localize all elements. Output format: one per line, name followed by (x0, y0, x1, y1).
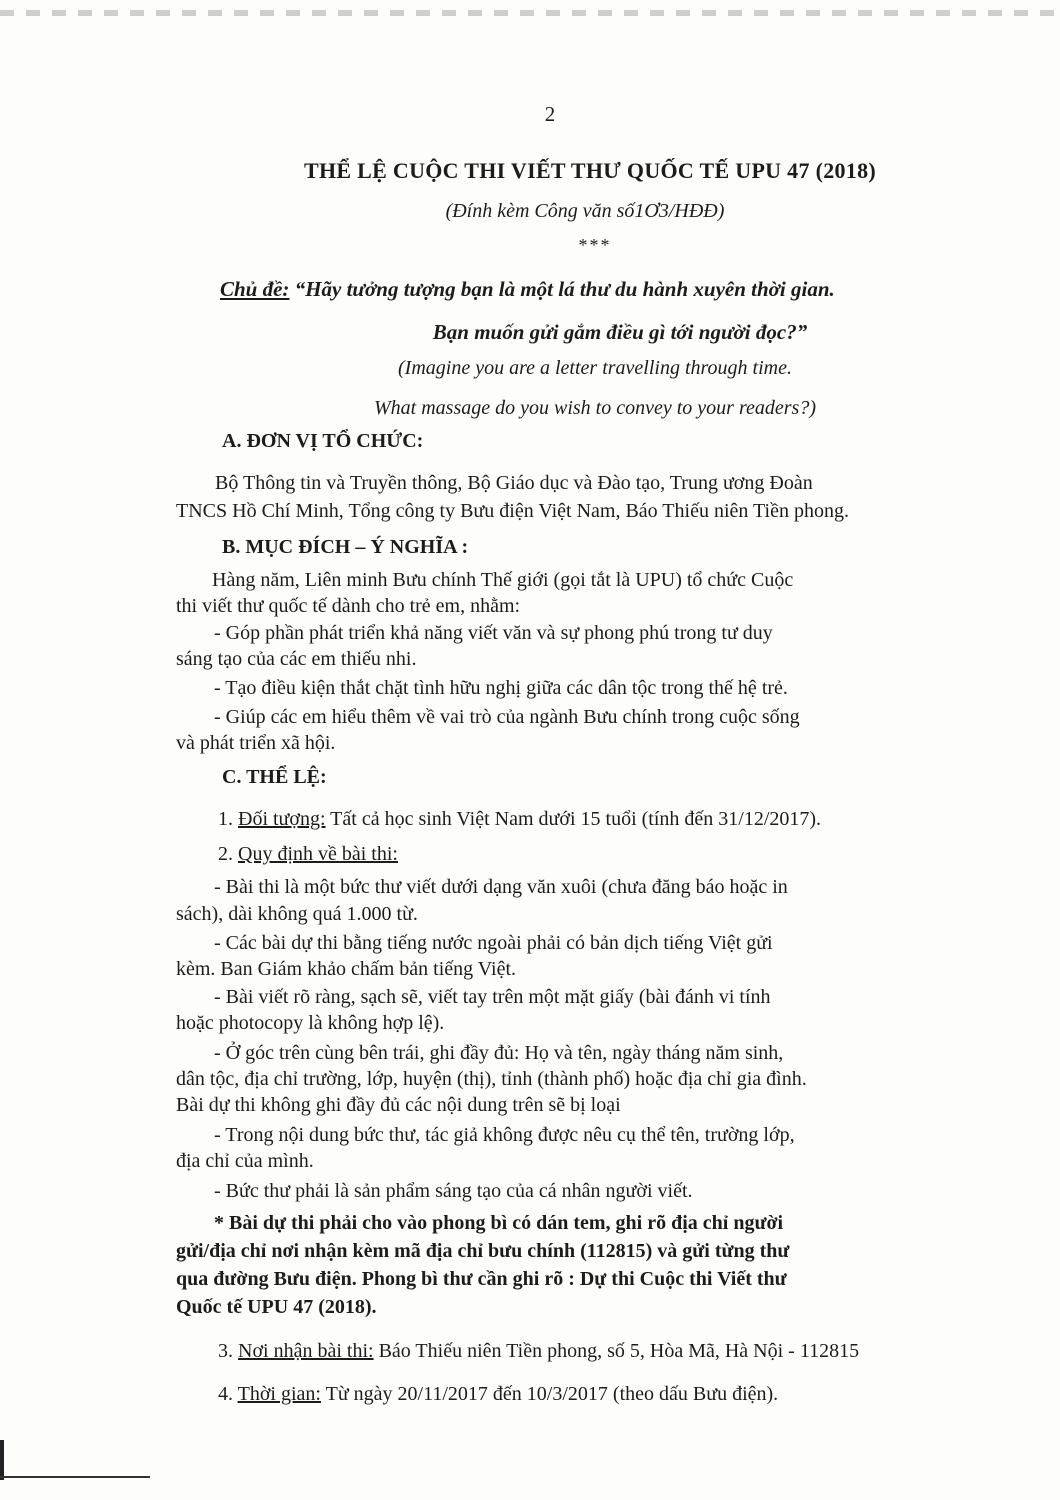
scan-edge-left (0, 1440, 4, 1480)
section-b-intro-2: thi viết thư quốc tế dành cho trẻ em, nhằm: (176, 595, 521, 617)
section-c-heading: C. THỂ LỆ: (222, 766, 327, 788)
theme-english-2: What massage do you wish to convey to your readers?) (374, 397, 816, 419)
item-3-label: Nơi nhận bài thi: (238, 1340, 374, 1362)
rule-3b: hoặc photocopy là không hợp lệ). (176, 1012, 445, 1034)
section-a-heading: A. ĐƠN VỊ TỔ CHỨC: (222, 430, 424, 452)
theme-line-2: Bạn muốn gửi gắm điều gì tới người đọc?” (432, 320, 808, 344)
rule-2b: kèm. Ban Giám khảo chấm bản tiếng Việt. (176, 958, 517, 980)
scan-edge-bottom (0, 1476, 150, 1478)
scan-edge-top (0, 10, 1060, 16)
rule-4b: dân tộc, địa chỉ trường, lớp, huyện (thị), tỉnh (thành phố) hoặc địa chỉ gia đình. (176, 1068, 807, 1090)
section-a-line-1: Bộ Thông tin và Truyền thông, Bộ Giáo dục và Đào tạo, Trung ương Đoàn (215, 472, 813, 494)
rule-5b: địa chỉ của mình. (176, 1150, 314, 1172)
item-3-text: Báo Thiếu niên Tiền phong, số 5, Hòa Mã, Hà Nội - 112815 (373, 1340, 860, 1362)
item-1-number: 1. (218, 808, 238, 830)
rule-1b: sách), dài không quá 1.000 từ. (176, 903, 418, 925)
item-3-number: 3. (218, 1340, 238, 1362)
separator: *** (578, 235, 612, 255)
item-1 (218, 808, 821, 831)
note-line-3: qua đường Bưu điện. Phong bì thư cần ghi rõ : Dự thi Cuộc thi Viết thư (176, 1268, 787, 1290)
rule-3a: - Bài viết rõ ràng, sạch sẽ, viết tay trên một mặt giấy (bài đánh vi tính (214, 986, 771, 1008)
item-3 (218, 1340, 859, 1363)
section-b-point-1b: sáng tạo của các em thiếu nhi. (176, 648, 417, 670)
theme-label: Chủ đề: (220, 277, 290, 301)
section-a-line-2: TNCS Hồ Chí Minh, Tổng công ty Bưu điện Việt Nam, Báo Thiếu niên Tiền phong. (176, 500, 849, 522)
section-b-point-3a: - Giúp các em hiểu thêm về vai trò của ngành Bưu chính trong cuộc sống (214, 706, 800, 728)
item-2-number: 2. (218, 843, 238, 865)
item-2 (218, 843, 398, 866)
note-line-2: gửi/địa chỉ nơi nhận kèm mã địa chỉ bưu chính (112815) và gửi từng thư (176, 1240, 790, 1262)
note-line-1: * Bài dự thi phải cho vào phong bì có dán tem, ghi rõ địa chỉ người (214, 1212, 784, 1234)
theme-text-1: “Hãy tưởng tượng bạn là một lá thư du hành xuyên thời gian. (289, 277, 835, 301)
section-b-point-3b: và phát triển xã hội. (176, 732, 336, 754)
section-b-point-1a: - Góp phần phát triển khả năng viết văn và sự phong phú trong tư duy (214, 622, 773, 644)
section-b-point-2: - Tạo điều kiện thắt chặt tình hữu nghị giữa các dân tộc trong thế hệ trẻ. (214, 677, 788, 699)
item-4-number: 4. (218, 1383, 238, 1405)
theme-english-1: (Imagine you are a letter travelling through time. (398, 357, 792, 379)
rule-5a: - Trong nội dung bức thư, tác giả không được nêu cụ thể tên, trường lớp, (214, 1124, 795, 1146)
item-2-label: Quy định về bài thi: (238, 843, 398, 865)
item-4-text: Từ ngày 20/11/2017 đến 10/3/2017 (theo dấu Bưu điện). (320, 1383, 779, 1405)
theme-line-1 (220, 277, 835, 302)
rule-4c: Bài dự thi không ghi đầy đủ các nội dung trên sẽ bị loại (176, 1094, 621, 1116)
page-number: 2 (544, 102, 556, 126)
rule-4a: - Ở góc trên cùng bên trái, ghi đầy đủ: Họ và tên, ngày tháng năm sinh, (214, 1042, 784, 1064)
section-b-intro-1: Hàng năm, Liên minh Bưu chính Thế giới (gọi tắt là UPU) tổ chức Cuộc (212, 569, 794, 591)
document-title: THỂ LỆ CUỘC THI VIẾT THƯ QUỐC TẾ UPU 47 (2018) (303, 158, 877, 183)
item-4-label: Thời gian: (237, 1383, 321, 1405)
item-4 (218, 1383, 778, 1406)
rule-2a: - Các bài dự thi bằng tiếng nước ngoài phải có bản dịch tiếng Việt gửi (214, 932, 773, 954)
item-1-label: Đối tượng: (238, 808, 326, 830)
section-b-heading: B. MỤC ĐÍCH – Ý NGHĨA : (222, 536, 469, 558)
note-line-4: Quốc tế UPU 47 (2018). (176, 1296, 377, 1318)
attachment-note: (Đính kèm Công văn số1Ơ3/HĐĐ) (445, 200, 725, 222)
rule-1a: - Bài thi là một bức thư viết dưới dạng văn xuôi (chưa đăng báo hoặc in (214, 876, 788, 898)
item-1-text: Tất cả học sinh Việt Nam dưới 15 tuổi (tính đến 31/12/2017). (325, 808, 822, 830)
rule-6: - Bức thư phải là sản phẩm sáng tạo của cá nhân người viết. (214, 1180, 693, 1202)
